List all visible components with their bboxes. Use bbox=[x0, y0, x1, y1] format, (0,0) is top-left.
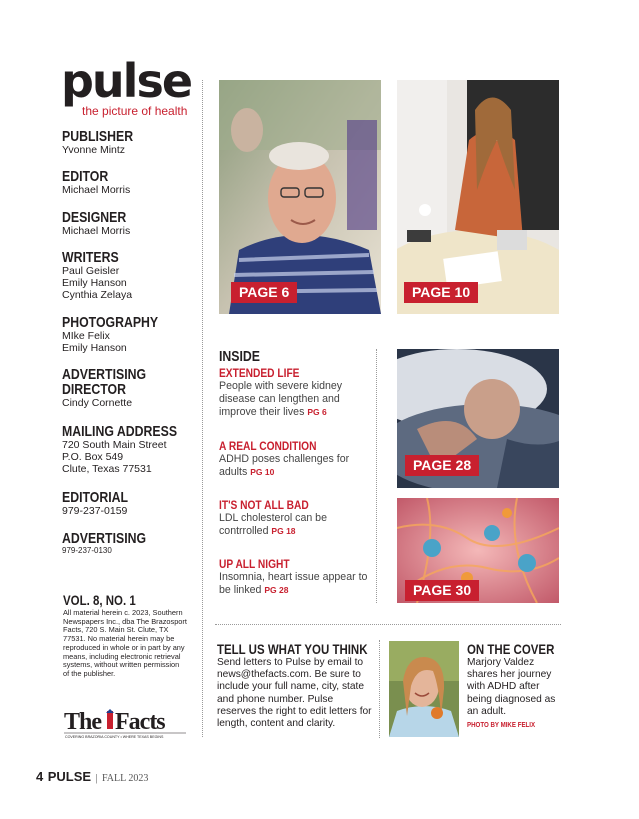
credit-label: MAILING ADDRESS bbox=[62, 423, 178, 440]
credit-designer bbox=[62, 210, 202, 237]
divider-horizontal bbox=[215, 624, 561, 625]
credit-value: Cindy Cornette bbox=[62, 397, 133, 409]
story-title: A REAL CONDITION bbox=[219, 439, 317, 453]
the-facts-logo bbox=[62, 707, 190, 741]
tagline: the picture of health bbox=[82, 104, 188, 118]
story-page-ref: PG 10 bbox=[250, 467, 275, 478]
credit-value: 720 South Main Street bbox=[62, 439, 167, 451]
story-summary bbox=[219, 571, 369, 597]
folio-issue: FALL 2023 bbox=[101, 773, 149, 784]
credit-value: Paul Geisler bbox=[62, 265, 120, 277]
photo-woman-at-table bbox=[397, 80, 559, 314]
story-extended-life bbox=[219, 366, 369, 420]
divider-vertical bbox=[376, 349, 377, 603]
story-a-real-condition bbox=[219, 439, 369, 479]
page-tag-10: PAGE 10 bbox=[404, 282, 478, 303]
story-summary bbox=[219, 453, 369, 479]
story-title: EXTENDED LIFE bbox=[219, 366, 300, 380]
credit-editor bbox=[62, 169, 202, 196]
folio-separator: | bbox=[95, 773, 98, 784]
credit-editorial bbox=[62, 490, 202, 517]
svg-text:Facts: Facts bbox=[115, 709, 165, 735]
story-up-all-night bbox=[219, 557, 369, 597]
credit-advertising-director bbox=[62, 367, 202, 409]
credit-value: Yvonne Mintz bbox=[62, 144, 126, 156]
story-not-all-bad bbox=[219, 498, 369, 538]
credit-label: ADVERTISING bbox=[62, 530, 147, 547]
credit-value: 979-237-0130 bbox=[62, 546, 112, 555]
credit-label: PHOTOGRAPHY bbox=[62, 314, 159, 331]
credit-advertising bbox=[62, 531, 202, 556]
story-title: IT'S NOT ALL BAD bbox=[219, 498, 309, 512]
story-summary bbox=[219, 380, 369, 420]
inside-heading: INSIDE bbox=[219, 348, 261, 365]
credit-label: EDITOR bbox=[62, 168, 109, 185]
letters-heading: TELL US WHAT YOU THINK bbox=[217, 641, 368, 657]
photo-cover-woman bbox=[389, 641, 459, 737]
page-tag-30: PAGE 30 bbox=[405, 580, 479, 601]
cover-heading: ON THE COVER bbox=[467, 641, 555, 657]
legal-notice: All material herein c. 2023, Southern Newspapers Inc., dba The Brazosport Facts, 720 S. Main St. Clute, TX 77531. No material herein may be reproduced in whole or in part by any means, including electronic retrieval systems, without written permission of the publisher. bbox=[63, 608, 187, 678]
credit-value: MIke Felix bbox=[62, 330, 110, 342]
credit-label: EDITORIAL bbox=[62, 489, 129, 506]
credit-mailing-address bbox=[62, 424, 202, 475]
credit-writers bbox=[62, 250, 202, 301]
svg-text:The: The bbox=[64, 709, 102, 735]
story-text: People with severe kidney disease can lengthen and improve their lives bbox=[219, 380, 343, 419]
page-tag-28: PAGE 28 bbox=[405, 455, 479, 476]
photo-elderly-man bbox=[219, 80, 381, 314]
page-tag-6: PAGE 6 bbox=[231, 282, 297, 303]
divider-vertical bbox=[379, 640, 380, 738]
story-page-ref: PG 18 bbox=[271, 526, 296, 537]
story-page-ref: PG 28 bbox=[264, 585, 289, 596]
story-text: LDL cholesterol can be contrrolled bbox=[219, 512, 327, 538]
credit-value: Emily Hanson bbox=[62, 277, 127, 289]
credit-photography bbox=[62, 315, 202, 354]
credit-label: WRITERS bbox=[62, 249, 119, 266]
story-text: Insomnia, heart issue appear to be linked bbox=[219, 571, 368, 597]
folio bbox=[36, 768, 148, 786]
credit-label: PUBLISHER bbox=[62, 128, 134, 145]
cover-text: Marjory Valdez shares her journey with ADHD after being diagnosed as an adult. bbox=[467, 657, 556, 717]
credit-value: Cynthia Zelaya bbox=[62, 289, 133, 301]
credit-value: Emily Hanson bbox=[62, 342, 127, 354]
story-text: ADHD poses challenges for adults bbox=[219, 453, 350, 479]
divider-vertical bbox=[202, 80, 203, 737]
page-number: 4 bbox=[36, 769, 44, 784]
credit-publisher bbox=[62, 129, 202, 156]
story-summary bbox=[219, 512, 369, 538]
story-title: UP ALL NIGHT bbox=[219, 557, 290, 571]
credit-value: Michael Morris bbox=[62, 225, 131, 237]
svg-text:COVERING BRAZORIA COUNTY • WHE: COVERING BRAZORIA COUNTY • WHERE TEXAS BEGINS bbox=[65, 735, 164, 739]
credit-value: P.O. Box 549 bbox=[62, 451, 124, 463]
story-page-ref: PG 6 bbox=[307, 407, 327, 418]
volume-number: VOL. 8, NO. 1 bbox=[63, 592, 136, 608]
credit-label: ADVERTISING DIRECTOR bbox=[62, 366, 147, 398]
credit-label: DESIGNER bbox=[62, 209, 127, 226]
credit-value: Michael Morris bbox=[62, 184, 131, 196]
credit-value: Clute, Texas 77531 bbox=[62, 463, 152, 475]
folio-publication: PULSE bbox=[47, 769, 92, 784]
pulse-logo: pulse bbox=[61, 54, 192, 108]
letters-text: Send letters to Pulse by email to news@thefacts.com. Be sure to include your full name, city, state and phone number. Pulse reserves the right to edit letters for length, content and clarity. bbox=[217, 657, 372, 730]
cover-photo-credit: PHOTO BY MIKE FELIX bbox=[467, 720, 536, 729]
credit-value: 979-237-0159 bbox=[62, 505, 128, 517]
